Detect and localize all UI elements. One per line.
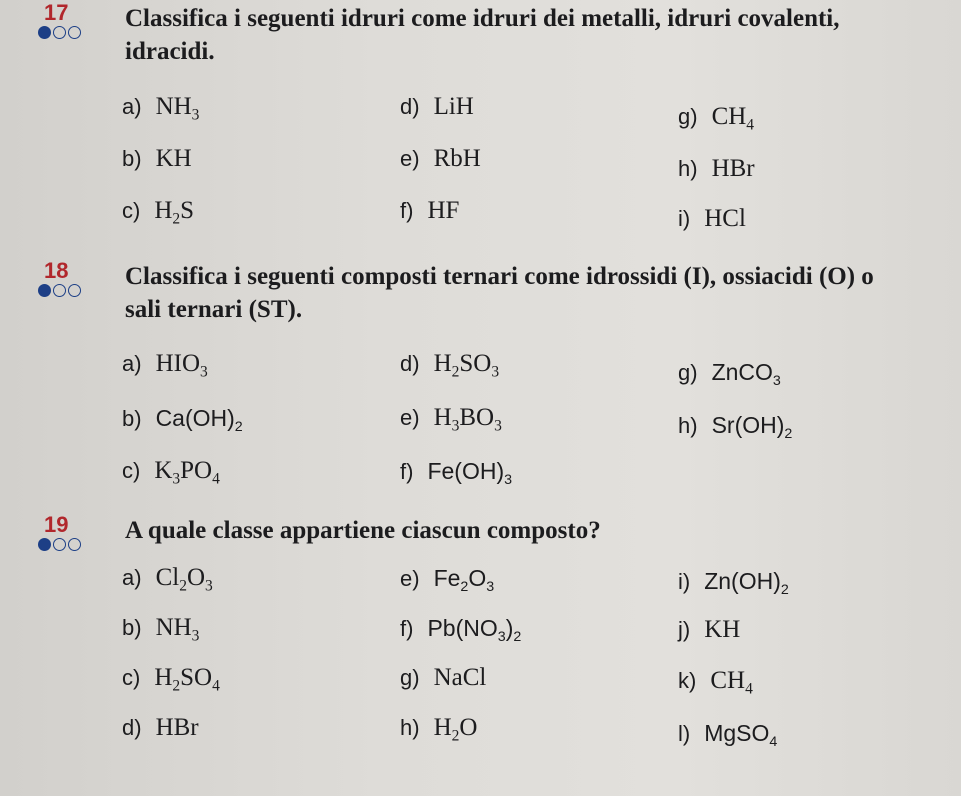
exercise-instruction: Classifica i seguenti composti ternari come idrossidi (I), ossiacidi (O) o sali ternari (ST). (125, 263, 874, 323)
item-17e: e) RbH (400, 145, 481, 172)
item-17d: d) LiH (400, 93, 474, 120)
item-19c: c) $H_2SO_4$ (122, 664, 220, 695)
item-19b: b) $NH_3$ (122, 614, 200, 645)
item-18c: c) $K_3PO_4$ (122, 457, 220, 488)
item-19l: l) MgSO$_4$ (678, 720, 778, 750)
exercise-number: 19 (44, 512, 69, 537)
item-19g: g) NaCl (400, 664, 487, 691)
item-17h: h) HBr (678, 155, 755, 182)
item-19h: h) $H_2O$ (400, 714, 478, 745)
exercise-number: 18 (44, 258, 69, 283)
difficulty-dots-icon (38, 284, 83, 298)
item-18g: g) ZnCO$_3$ (678, 359, 781, 389)
item-17g: g) $CH_4$ (678, 103, 755, 134)
item-17f: f) HF (400, 197, 460, 224)
item-19d: d) HBr (122, 714, 199, 741)
item-18h: h) $Sr(OH)_2$ (678, 412, 793, 442)
item-19f: f) $Pb(NO_3)_2$ (400, 615, 522, 645)
exercise-instruction: Classifica i seguenti idruri come idruri dei metalli, idruri covalenti, idracidi. (125, 5, 840, 65)
item-19a: a) $Cl_2O_3$ (122, 564, 213, 595)
exercise-instruction: A quale classe appartiene ciascun composto? (125, 517, 601, 544)
difficulty-dots-icon (38, 538, 83, 552)
item-17b: b) KH (122, 145, 192, 172)
item-18f: f) $Fe(OH)_3$ (400, 458, 513, 488)
difficulty-dots-icon (38, 26, 83, 40)
item-18a: a) $HIO_3$ (122, 350, 208, 381)
item-18d: d) $H_2SO_3$ (400, 350, 500, 381)
item-19e: e) $Fe_2O_3$ (400, 565, 495, 595)
item-18e: e) $H_3BO_3$ (400, 404, 502, 435)
item-19j: j) KH (678, 616, 741, 643)
exercise-number: 17 (44, 0, 69, 25)
item-19k: k) $CH_4$ (678, 667, 753, 698)
item-19i: i) $Zn(OH)_2$ (678, 568, 789, 598)
item-17c: c) $H_2S$ (122, 197, 195, 228)
item-17a: a) $NH_3$ (122, 93, 200, 124)
item-18b: b) $Ca(OH)_2$ (122, 405, 243, 435)
item-17i: i) HCl (678, 205, 746, 232)
